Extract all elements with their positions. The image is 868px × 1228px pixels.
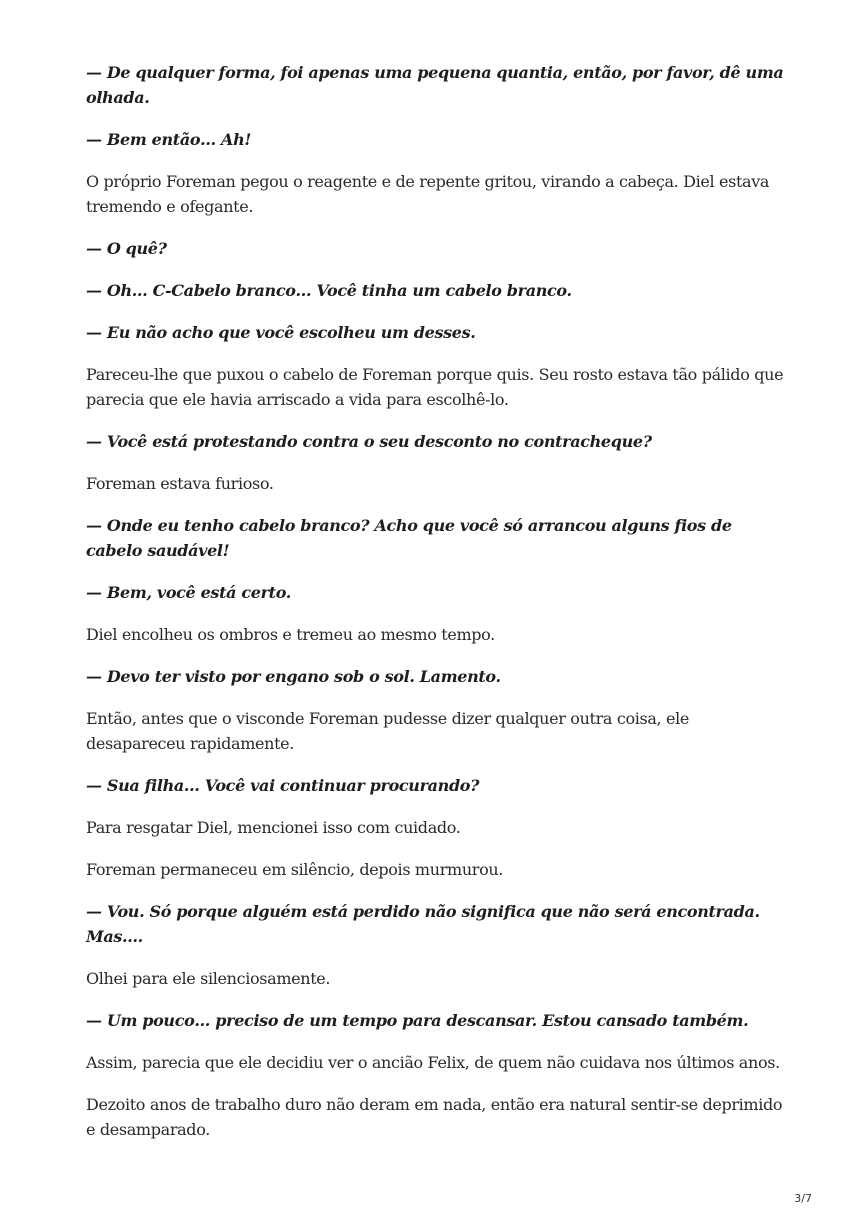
dialogue-line: — Um pouco… preciso de um tempo para descansar. Estou cansado também. <box>86 1011 749 1030</box>
dialogue-line: — Oh… C-Cabelo branco… Você tinha um cabelo branco. <box>86 281 572 300</box>
dialogue-line: — Eu não acho que você escolheu um desses. <box>86 323 476 342</box>
dialogue-line: — O quê? <box>86 239 167 258</box>
narration-paragraph: Diel encolheu os ombros e tremeu ao mesmo tempo. <box>86 625 495 644</box>
dialogue-line: — Devo ter visto por engano sob o sol. Lamento. <box>86 667 501 686</box>
narration-paragraph: Dezoito anos de trabalho duro não deram em nada, então era natural sentir-se deprimido e desamparado. <box>86 1095 783 1139</box>
page-number: 3/7 <box>794 1192 812 1205</box>
narration-paragraph: Então, antes que o visconde Foreman pudesse dizer qualquer outra coisa, ele desapareceu rapidamente. <box>86 709 690 753</box>
narration-paragraph: Foreman estava furioso. <box>86 474 274 493</box>
dialogue-line: — Vou. Só porque alguém está perdido não significa que não será encontrada. Mas…. <box>86 902 760 946</box>
dialogue-line: — De qualquer forma, foi apenas uma pequena quantia, então, por favor, dê uma olhada. <box>86 63 784 107</box>
narration-paragraph: Para resgatar Diel, mencionei isso com cuidado. <box>86 818 461 837</box>
narration-paragraph: Olhei para ele silenciosamente. <box>86 969 331 988</box>
narration-paragraph: O próprio Foreman pegou o reagente e de repente gritou, virando a cabeça. Diel estava tremendo e ofegante. <box>86 172 770 216</box>
dialogue-line: — Bem, você está certo. <box>86 583 291 602</box>
dialogue-line: — Sua filha… Você vai continuar procurando? <box>86 776 480 795</box>
narration-paragraph: Foreman permaneceu em silêncio, depois murmurou. <box>86 860 504 879</box>
dialogue-line: — Bem então… Ah! <box>86 130 252 149</box>
dialogue-line: — Onde eu tenho cabelo branco? Acho que você só arrancou alguns fios de cabelo saudável! <box>86 516 732 560</box>
narration-paragraph: Pareceu-lhe que puxou o cabelo de Foreman porque quis. Seu rosto estava tão pálido que parecia que ele havia arriscado a vida para escolhê-lo. <box>86 365 784 409</box>
document-page <box>86 60 786 1159</box>
dialogue-line: — Você está protestando contra o seu desconto no contracheque? <box>86 432 652 451</box>
narration-paragraph: Assim, parecia que ele decidiu ver o ancião Felix, de quem não cuidava nos últimos anos. <box>86 1053 780 1072</box>
